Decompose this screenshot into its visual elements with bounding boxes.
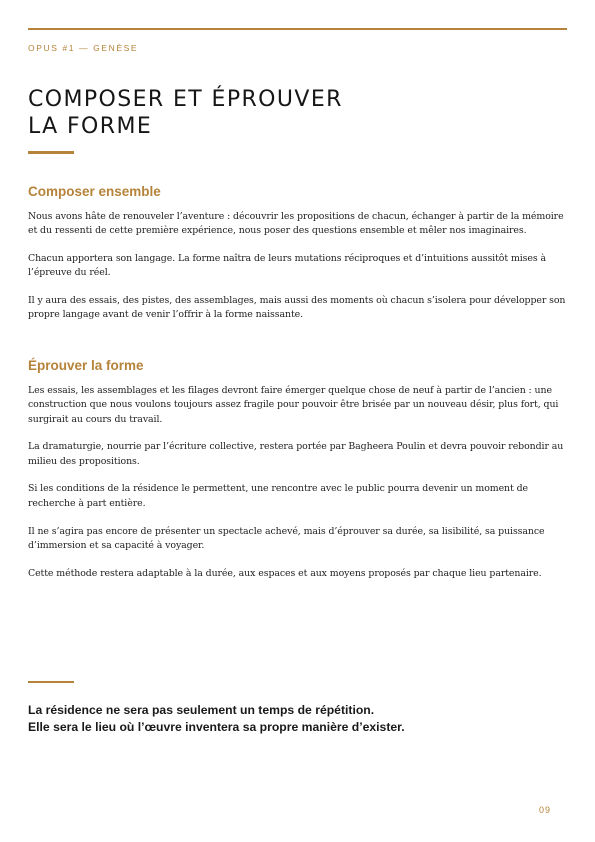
paragraph: Les essais, les assemblages et les filages devront faire émerger quelque chose de neuf à partir de l’ancien : une construction que nous voulons toujours assez fragile pour pouvoir être brisée par un nouveau désir, plus fort, qui surgirait au cours du travail. bbox=[28, 385, 559, 425]
closing-quote bbox=[28, 702, 567, 736]
section-heading-composer: Composer ensemble bbox=[28, 184, 161, 199]
closing-quote-line-2: Elle sera le lieu où l’œuvre inventera sa propre manière d’exister. bbox=[28, 720, 405, 734]
quote-rule bbox=[28, 681, 74, 683]
section-heading-eprouver: Éprouver la forme bbox=[28, 358, 144, 373]
paragraph: La dramaturgie, nourrie par l’écriture collective, restera portée par Bagheera Poulin et devra pouvoir rebondir au milieu des propositions. bbox=[28, 441, 564, 467]
paragraph: Si les conditions de la résidence le permettent, une rencontre avec le public pourra devenir un moment de recherche à part entière. bbox=[28, 483, 528, 509]
section-kicker: OPUS #1 — GENÈSE bbox=[28, 43, 139, 53]
page-title-line-2: LA FORME bbox=[28, 114, 153, 139]
title-underline bbox=[28, 151, 74, 154]
paragraph: Il y aura des essais, des pistes, des assemblages, mais aussi des moments où chacun s’isolera pour développer son propre langage avant de venir l’offrir à la forme naissante. bbox=[28, 295, 566, 321]
paragraph: Il ne s’agira pas encore de présenter un spectacle achevé, mais d’éprouver sa durée, sa lisibilité, sa puissance d’immersion et sa capacité à voyager. bbox=[28, 525, 545, 551]
paragraph: Cette méthode restera adaptable à la durée, aux espaces et aux moyens proposés par chaque lieu partenaire. bbox=[28, 567, 542, 579]
closing-quote-line-1: La résidence ne sera pas seulement un temps de répétition. bbox=[28, 703, 375, 717]
section-body-eprouver bbox=[28, 384, 567, 594]
paragraph: Chacun apportera son langage. La forme naîtra de leurs mutations réciproques et d’intuitions aussitôt mises à l’épreuve du réel. bbox=[28, 253, 547, 279]
page-title-line-1: COMPOSER ET ÉPROUVER bbox=[28, 87, 343, 112]
page-number: 09 bbox=[538, 805, 551, 815]
top-rule bbox=[28, 28, 567, 30]
section-body-composer bbox=[28, 210, 567, 336]
page-title bbox=[28, 86, 567, 140]
paragraph: Nous avons hâte de renouveler l’aventure : découvrir les propositions de chacun, échanger à partir de la mémoire et du ressenti de cette première expérience, nous poser des questions ensemble et mêler nos imaginaires. bbox=[28, 211, 564, 237]
